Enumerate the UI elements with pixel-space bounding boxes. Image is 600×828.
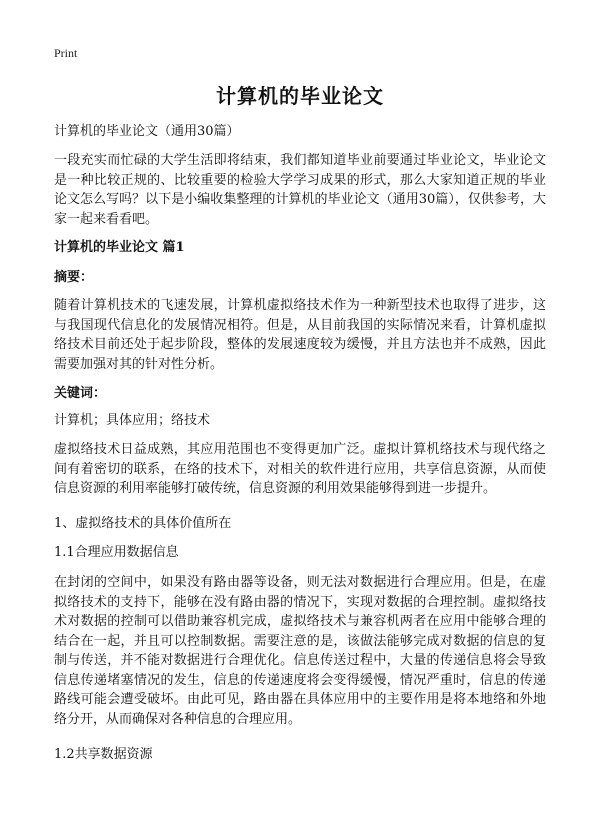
keywords-heading: 关键词： xyxy=(54,386,107,401)
page-title: 计算机的毕业论文 xyxy=(216,84,384,108)
intro-paragraph: 一段充实而忙碌的大学生活即将结束，我们都知道毕业前要通过毕业论文，毕业论文是一种比较正规的、比较重要的检验大学学习成果的形式，那么大家知道正规的毕业论文怎么写吗？以下是小编收集整理的计算机的毕业论文（通用30篇），仅供参考，大家一起来看看吧。 xyxy=(54,153,546,227)
section-heading-1-2: 1.2共享数据资源 xyxy=(54,747,153,762)
keywords-text: 计算机；具体应用；络技术 xyxy=(54,413,211,428)
article-heading: 计算机的毕业论文 篇1 xyxy=(54,240,185,255)
section-heading-1: 1、虚拟络技术的具体价值所在 xyxy=(54,516,232,531)
print-link[interactable]: Print xyxy=(54,46,78,60)
section-heading-1-1: 1.1合理应用数据信息 xyxy=(54,545,179,560)
abstract-heading: 摘要： xyxy=(54,270,94,285)
body-paragraph-2: 在封闭的空间中，如果没有路由器等设备，则无法对数据进行合理应用。但是，在虚拟络技术的支持下，能够在没有路由器的情况下，实现对数据的合理控制。虚拟络技术对数据的控制可以借助兼容机完成，虚拟络技术与兼容机两者在应用中能够合理的结合在一起，并且可以控制数据。需要注意的是，该做法能够完成对数据的信息的复制与传送，并不能对数据进行合理优化。信息传送过程中，大量的传递信息将会导致信息传递堵塞情况的发生，信息的传递速度将会变得缓慢，情况严重时，信息的传递路线可能会遭受破坏。由此可见，路由器在具体应用中的主要作用是将本地络和外地络分开，从而确保对各种信息的合理应用。 xyxy=(54,575,546,727)
body-paragraph-1: 虚拟络技术日益成熟，其应用范围也不变得更加广泛。虚拟计算机络技术与现代络之间有着密切的联系，在络的技术下，对相关的软件进行应用，共享信息资源，从而使信息资源的利用率能够打破传统，信息资源的利用效果能够得到进一步提升。 xyxy=(54,442,546,496)
subtitle: 计算机的毕业论文（通用30篇） xyxy=(54,124,240,139)
abstract-paragraph: 随着计算机技术的飞速发展，计算机虚拟络技术作为一种新型技术也取得了进步，这与我国现代信息化的发展情况相符。但是，从目前我国的实际情况来看，计算机虚拟络技术目前还处于起步阶段，整体的发展速度较为缓慢，并且方法也并不成熟，因此需要加强对其的针对性分析。 xyxy=(54,298,546,372)
